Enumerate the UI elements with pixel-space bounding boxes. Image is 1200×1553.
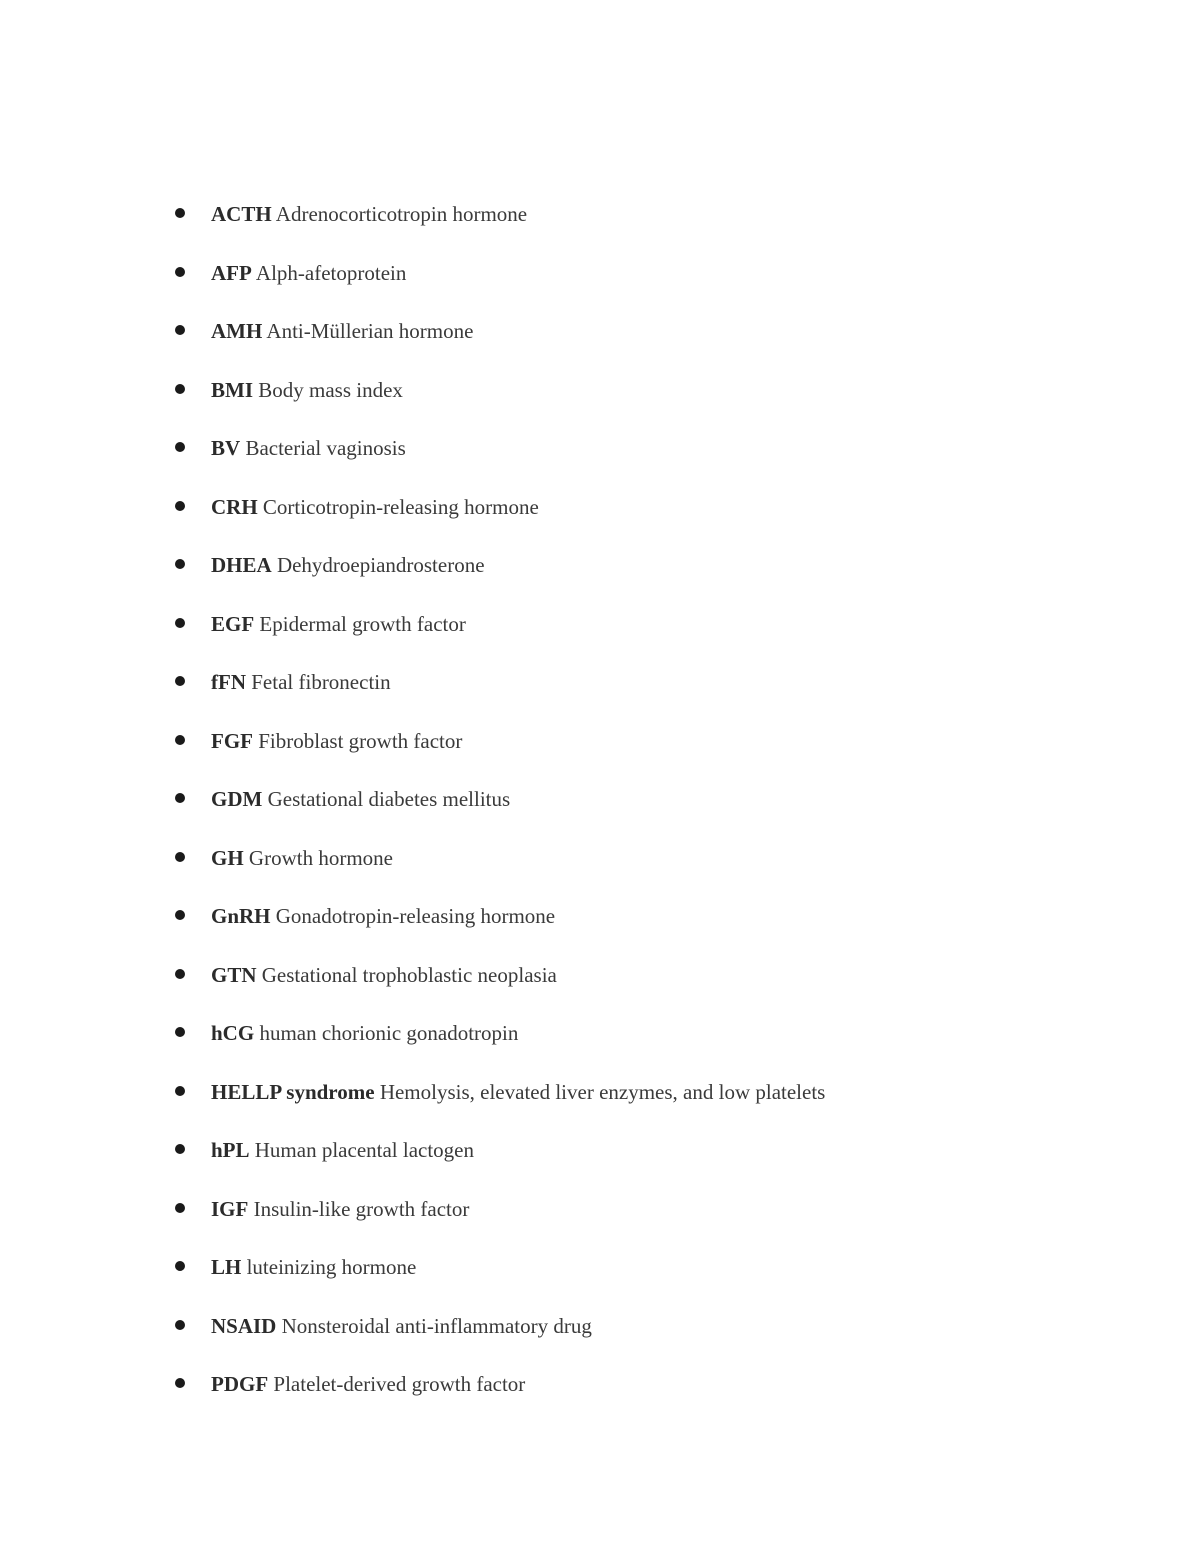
bullet-icon: [175, 793, 185, 803]
definition: Gonadotropin-releasing hormone: [275, 904, 556, 928]
item-text: [211, 957, 557, 993]
item-text: [211, 547, 485, 583]
definition: Bacterial vaginosis: [245, 436, 406, 460]
definition: Body mass index: [258, 377, 403, 402]
bullet-icon: [175, 1086, 185, 1096]
list-item: [173, 372, 1133, 431]
definition: Adrenocorticotropin hormone: [275, 202, 528, 226]
abbreviation-list: [173, 196, 1133, 1425]
list-item: [173, 1308, 1133, 1367]
bullet-icon: [175, 442, 185, 452]
definition: Growth hormone: [248, 845, 393, 870]
definition: Fibroblast growth factor: [258, 728, 463, 753]
bullet-icon: [175, 676, 185, 686]
bullet-icon: [175, 852, 185, 862]
list-item: [173, 840, 1133, 899]
bullet-icon: [175, 910, 185, 920]
bullet-icon: [175, 618, 185, 628]
list-item: [173, 1074, 1133, 1133]
bullet-icon: [175, 501, 185, 511]
definition: luteinizing hormone: [246, 1255, 417, 1279]
abbreviation: BMI: [211, 377, 253, 402]
abbreviation: hPL: [211, 1138, 250, 1162]
abbreviation: BV: [211, 436, 241, 460]
abbreviation: GH: [211, 845, 244, 870]
bullet-icon: [175, 1320, 185, 1330]
bullet-icon: [175, 559, 185, 569]
definition: Anti-Müllerian hormone: [266, 319, 474, 343]
item-text: [211, 1074, 825, 1110]
bullet-icon: [175, 1027, 185, 1037]
item-text: [211, 196, 527, 232]
abbreviation: AMH: [211, 319, 263, 343]
abbreviation: CRH: [211, 494, 258, 519]
list-item: [173, 196, 1133, 255]
abbreviation: GTN: [211, 962, 257, 987]
item-text: [211, 664, 391, 700]
bullet-icon: [175, 1378, 185, 1388]
abbreviation: fFN: [211, 670, 246, 694]
list-item: [173, 255, 1133, 314]
abbreviation: GnRH: [211, 904, 271, 928]
list-item: [173, 489, 1133, 548]
item-text: [211, 1191, 469, 1227]
item-text: [211, 313, 473, 349]
list-item: [173, 1366, 1133, 1425]
list-item: [173, 1015, 1133, 1074]
definition: Human placental lactogen: [254, 1138, 475, 1162]
item-text: [211, 606, 466, 642]
definition: Gestational diabetes mellitus: [267, 787, 511, 811]
abbreviation: DHEA: [211, 553, 272, 577]
bullet-icon: [175, 1203, 185, 1213]
item-text: [211, 255, 406, 291]
abbreviation: IGF: [211, 1196, 249, 1221]
abbreviation: hCG: [211, 1021, 255, 1045]
abbreviation: FGF: [211, 728, 253, 753]
definition: Hemolysis, elevated liver enzymes, and low platelets: [379, 1079, 826, 1104]
list-item: [173, 1132, 1133, 1191]
item-text: [211, 1132, 474, 1168]
bullet-icon: [175, 1144, 185, 1154]
bullet-icon: [175, 735, 185, 745]
abbreviation: LH: [211, 1255, 242, 1279]
definition: Fetal fibronectin: [251, 670, 391, 694]
item-text: [211, 781, 510, 817]
definition: Nonsteroidal anti-inflammatory drug: [281, 1313, 592, 1338]
abbreviation: NSAID: [211, 1313, 277, 1338]
abbreviation: AFP: [211, 260, 252, 285]
item-text: [211, 898, 555, 934]
item-text: [211, 1366, 525, 1402]
item-text: [211, 1015, 518, 1051]
definition: Dehydroepiandrosterone: [276, 553, 485, 577]
list-item: [173, 723, 1133, 782]
abbreviation: GDM: [211, 787, 263, 811]
definition: Insulin-like growth factor: [253, 1196, 470, 1221]
bullet-icon: [175, 1261, 185, 1271]
definition: Epidermal growth factor: [259, 611, 466, 636]
list-item: [173, 547, 1133, 606]
abbreviation: PDGF: [211, 1372, 269, 1396]
bullet-icon: [175, 325, 185, 335]
definition: Platelet-derived growth factor: [273, 1372, 526, 1396]
abbreviation: EGF: [211, 611, 255, 636]
item-text: [211, 430, 406, 466]
item-text: [211, 1308, 592, 1344]
list-item: [173, 957, 1133, 1016]
abbreviation: ACTH: [211, 202, 272, 226]
bullet-icon: [175, 267, 185, 277]
bullet-icon: [175, 384, 185, 394]
item-text: [211, 1249, 416, 1285]
definition: Gestational trophoblastic neoplasia: [261, 962, 557, 987]
bullet-icon: [175, 208, 185, 218]
list-item: [173, 313, 1133, 372]
definition: Corticotropin-releasing hormone: [262, 494, 539, 519]
list-item: [173, 1191, 1133, 1250]
abbreviation: HELLP syndrome: [211, 1079, 375, 1104]
item-text: [211, 489, 539, 525]
definition: human chorionic gonadotropin: [259, 1021, 519, 1045]
list-item: [173, 430, 1133, 489]
definition: Alph-afetoprotein: [255, 260, 407, 285]
item-text: [211, 840, 393, 876]
list-item: [173, 664, 1133, 723]
item-text: [211, 723, 462, 759]
item-text: [211, 372, 403, 408]
list-item: [173, 781, 1133, 840]
list-item: [173, 898, 1133, 957]
list-item: [173, 606, 1133, 665]
bullet-icon: [175, 969, 185, 979]
list-item: [173, 1249, 1133, 1308]
